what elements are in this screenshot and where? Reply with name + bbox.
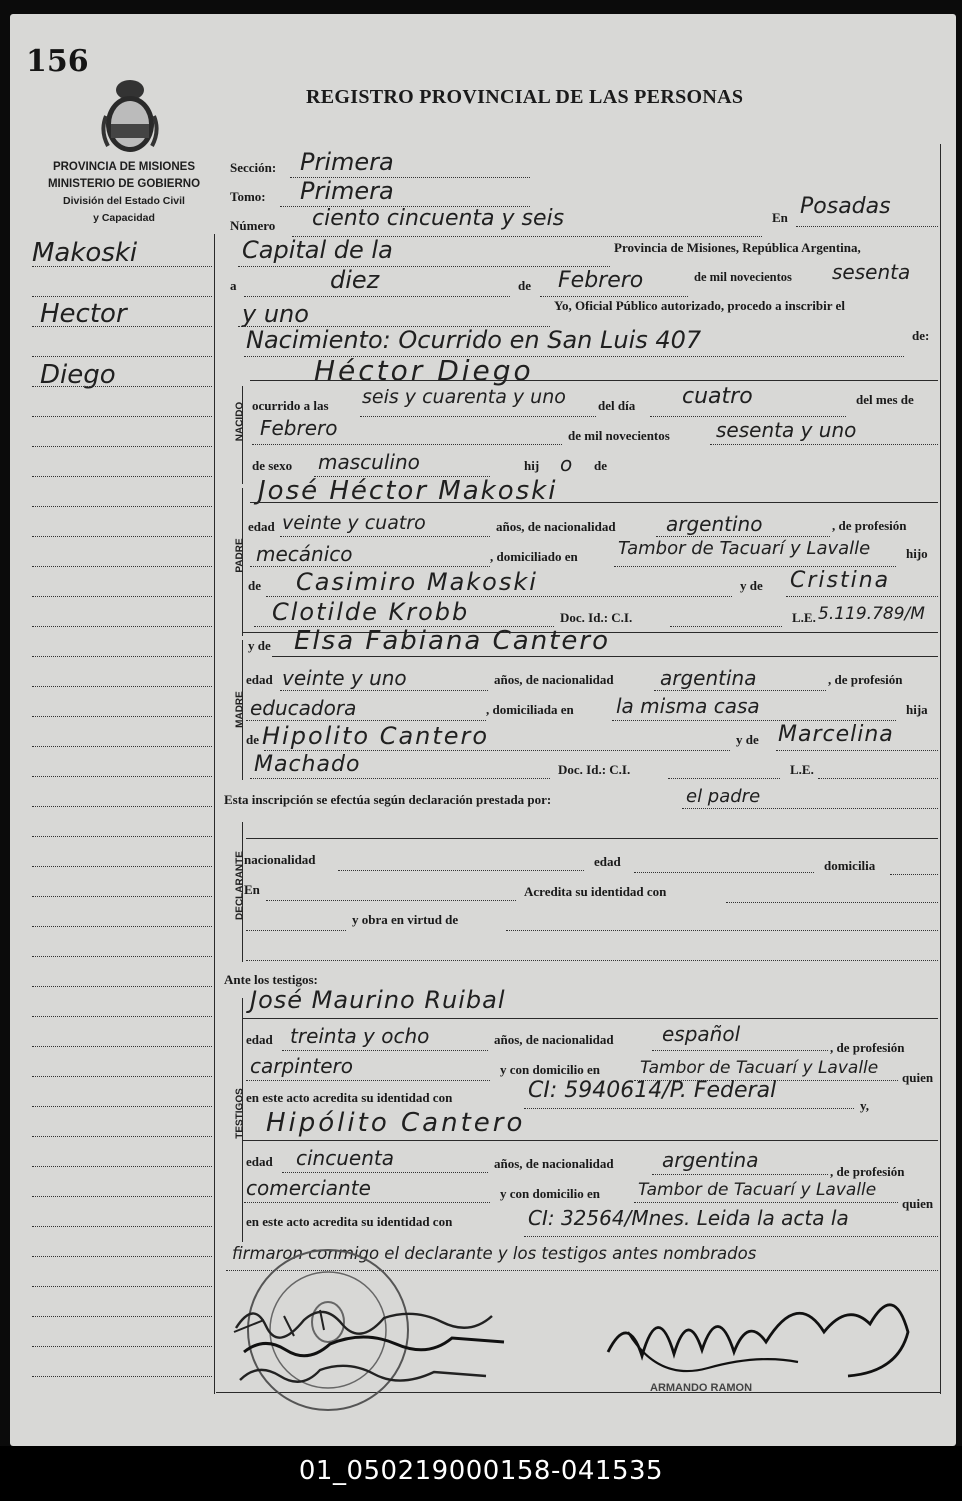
padre-nacionalidad: argentino	[666, 512, 763, 536]
value-declarante: el padre	[686, 786, 761, 807]
testigo2-identidad: CI: 32564/Mnes. Leida la acta la	[528, 1206, 849, 1230]
padre-domicilio: Tambor de Tacuarí y Lavalle	[618, 538, 871, 559]
stamp-text: ARMANDO RAMON	[650, 1382, 753, 1394]
org-capacity: y Capacidad	[93, 212, 155, 224]
testigo2-nombre: Hipólito Cantero	[266, 1108, 526, 1138]
value-numero: ciento cincuenta y seis	[312, 206, 565, 231]
madre-label-dom: , domiciliada en	[486, 702, 574, 717]
label-de-mil: de mil novecientos	[694, 270, 792, 284]
t2-label-dom: y con domicilio en	[500, 1186, 601, 1201]
padre-label-y-de: y de	[740, 578, 763, 593]
file-id: 01_050219000158-041535	[298, 1456, 664, 1486]
testigo1-identidad: CI: 5940614/P. Federal	[528, 1078, 777, 1103]
certificate-page	[10, 14, 956, 1446]
decl-label-en: En	[244, 882, 260, 897]
right-border	[940, 144, 941, 1394]
org-division: División del Estado Civil	[63, 195, 185, 207]
t2-label-prof: , de profesión	[830, 1164, 905, 1179]
madre-label-le: L.E.	[790, 762, 814, 777]
margin-name-1: Hector	[40, 299, 127, 329]
madre-label-edad: edad	[246, 672, 273, 687]
testigo2-cierre: firmaron conmigo el declarante y los testigos antes nombrados	[232, 1244, 757, 1263]
t2-label-nac: años, de nacionalidad	[494, 1156, 614, 1171]
value-dia-nac: cuatro	[682, 384, 753, 409]
madre-label-y-de-2: y de	[736, 732, 759, 747]
side-label-madre: MADRE	[234, 691, 246, 728]
signature-witnesses-icon	[224, 1280, 534, 1400]
madre-label-de: de	[246, 732, 259, 747]
label-ocurrido: ocurrido a las	[252, 398, 329, 413]
testigo1-profesion: carpintero	[250, 1054, 354, 1078]
value-hij: o	[560, 452, 573, 476]
label-del-mes: del mes de	[856, 392, 914, 407]
margin-divider	[214, 234, 215, 1394]
side-label-nacido: NACIDO	[234, 401, 246, 442]
padre-label-hijo: hijo	[906, 546, 928, 561]
padre-padre-de: Casimiro Makoski	[296, 568, 538, 596]
value-sexo: masculino	[318, 450, 420, 474]
value-hora: seis y cuarenta y uno	[362, 386, 566, 408]
madre-label-doc: Doc. Id.: C.I.	[558, 762, 631, 777]
madre-label-y-de: y de	[248, 638, 271, 653]
madre-madre-de-2: Machado	[254, 752, 361, 777]
label-tomo: Tomo:	[230, 189, 266, 204]
label-del-dia: del día	[598, 398, 636, 413]
padre-label-edad: edad	[248, 519, 275, 534]
label-a: a	[230, 278, 237, 293]
document-title: REGISTRO PROVINCIAL DE LAS PERSONAS	[306, 86, 744, 108]
padre-madre-de-2: Clotilde Krobb	[272, 598, 470, 626]
madre-profesion: educadora	[250, 696, 357, 720]
madre-domicilio: la misma casa	[616, 694, 760, 718]
value-tomo: Primera	[300, 177, 394, 205]
madre-nacionalidad: argentina	[660, 666, 757, 690]
signature-official-icon	[598, 1272, 918, 1392]
padre-label-nac: años, de nacionalidad	[496, 519, 616, 534]
value-seccion: Primera	[300, 148, 394, 176]
madre-label-hija: hija	[906, 702, 928, 717]
t1-label-nac: años, de nacionalidad	[494, 1032, 614, 1047]
side-label-padre: PADRE	[234, 538, 246, 573]
madre-edad: veinte y uno	[282, 666, 407, 690]
value-mes: Febrero	[558, 268, 644, 293]
padre-le: 5.119.789/M	[818, 604, 925, 624]
t2-label-en-este: en este acto acredita su identidad con	[246, 1214, 453, 1229]
padre-profesion: mecánico	[256, 542, 353, 566]
side-label-testigos: TESTIGOS	[234, 1088, 246, 1139]
t2-label-edad: edad	[246, 1154, 273, 1169]
padre-label-le: L.E.	[792, 610, 816, 625]
decl-label-y-obra: y obra en virtud de	[352, 912, 459, 927]
label-de-mil-nac: de mil novecientos	[568, 428, 670, 443]
madre-label-prof: , de profesión	[828, 672, 903, 687]
t1-label-y: y,	[860, 1098, 870, 1113]
testigo2-domicilio: Tambor de Tacuarí y Lavalle	[638, 1180, 877, 1200]
label-de-after-hij: de	[594, 458, 607, 473]
label-provincia: Provincia de Misiones, República Argentina,	[614, 240, 861, 255]
testigo2-nacionalidad: argentina	[662, 1148, 759, 1172]
value-dia: diez	[330, 266, 380, 294]
label-en: En	[772, 210, 788, 225]
side-label-declarante: DECLARANTE	[234, 851, 246, 920]
decl-label-acredita: Acredita su identidad con	[524, 884, 667, 899]
value-acto: Nacimiento: Ocurrido en San Luis 407	[246, 326, 702, 354]
testigo1-nombre: José Maurino Ruibal	[250, 986, 506, 1014]
decl-label-edad: edad	[594, 854, 621, 869]
padre-label-de: de	[248, 578, 261, 593]
label-ante-testigos: Ante los testigos:	[224, 972, 318, 987]
coat-of-arms-icon	[96, 76, 164, 156]
t1-label-prof: , de profesión	[830, 1040, 905, 1055]
value-anio-2: y uno	[242, 300, 309, 328]
padre-label-doc: Doc. Id.: C.I.	[560, 610, 633, 625]
madre-madre-de: Marcelina	[778, 722, 894, 747]
testigo1-edad: treinta y ocho	[290, 1024, 430, 1048]
t1-label-quien: quien	[902, 1070, 934, 1085]
madre-padre-de: Hipolito Cantero	[262, 722, 490, 750]
label-numero: Número	[230, 218, 276, 233]
page-number: 156	[26, 44, 89, 79]
t1-label-en-este: en este acto acredita su identidad con	[246, 1090, 453, 1105]
padre-edad: veinte y cuatro	[282, 512, 426, 534]
label-esta-inscripcion: Esta inscripción se efectúa según declaración prestada por:	[224, 792, 552, 807]
testigo1-domicilio: Tambor de Tacuarí y Lavalle	[640, 1058, 879, 1078]
madre-nombre: Elsa Fabiana Cantero	[294, 626, 610, 656]
value-nombre: Héctor Diego	[314, 354, 534, 387]
label-sexo: de sexo	[252, 458, 293, 473]
label-hij: hij	[524, 458, 540, 473]
org-ministry: MINISTERIO DE GOBIERNO	[47, 178, 201, 190]
t1-label-edad: edad	[246, 1032, 273, 1047]
org-province: PROVINCIA DE MISIONES	[52, 161, 196, 173]
value-mes-nac: Febrero	[260, 416, 338, 440]
value-en: Posadas	[800, 194, 891, 219]
testigo2-edad: cincuenta	[296, 1146, 394, 1170]
decl-label-domicilia: domicilia	[824, 858, 876, 873]
label-de-colon: de:	[912, 328, 930, 343]
padre-madre-de: Cristina	[790, 568, 891, 593]
organization-block	[26, 159, 222, 227]
decl-label-nacionalidad: nacionalidad	[244, 852, 316, 867]
label-de-mes: de	[518, 278, 531, 293]
t1-label-dom: y con domicilio en	[500, 1062, 601, 1077]
padre-label-dom: , domiciliado en	[490, 549, 578, 564]
padre-nombre: José Héctor Makoski	[258, 476, 558, 506]
t2-label-quien: quien	[902, 1196, 934, 1211]
label-seccion: Sección:	[230, 160, 277, 175]
margin-surname: Makoski	[32, 238, 138, 268]
testigo2-profesion: comerciante	[246, 1176, 371, 1200]
madre-label-nac: años, de nacionalidad	[494, 672, 614, 687]
value-anio-nac: sesenta y uno	[716, 418, 857, 442]
margin-name-2: Diego	[40, 360, 116, 390]
testigo1-nacionalidad: español	[662, 1022, 741, 1046]
value-anio: sesenta	[832, 260, 911, 284]
label-yo-oficial: Yo, Oficial Público autorizado, procedo a inscribir el	[554, 298, 845, 313]
value-capital: Capital de la	[242, 236, 393, 264]
padre-label-prof: , de profesión	[832, 518, 907, 533]
